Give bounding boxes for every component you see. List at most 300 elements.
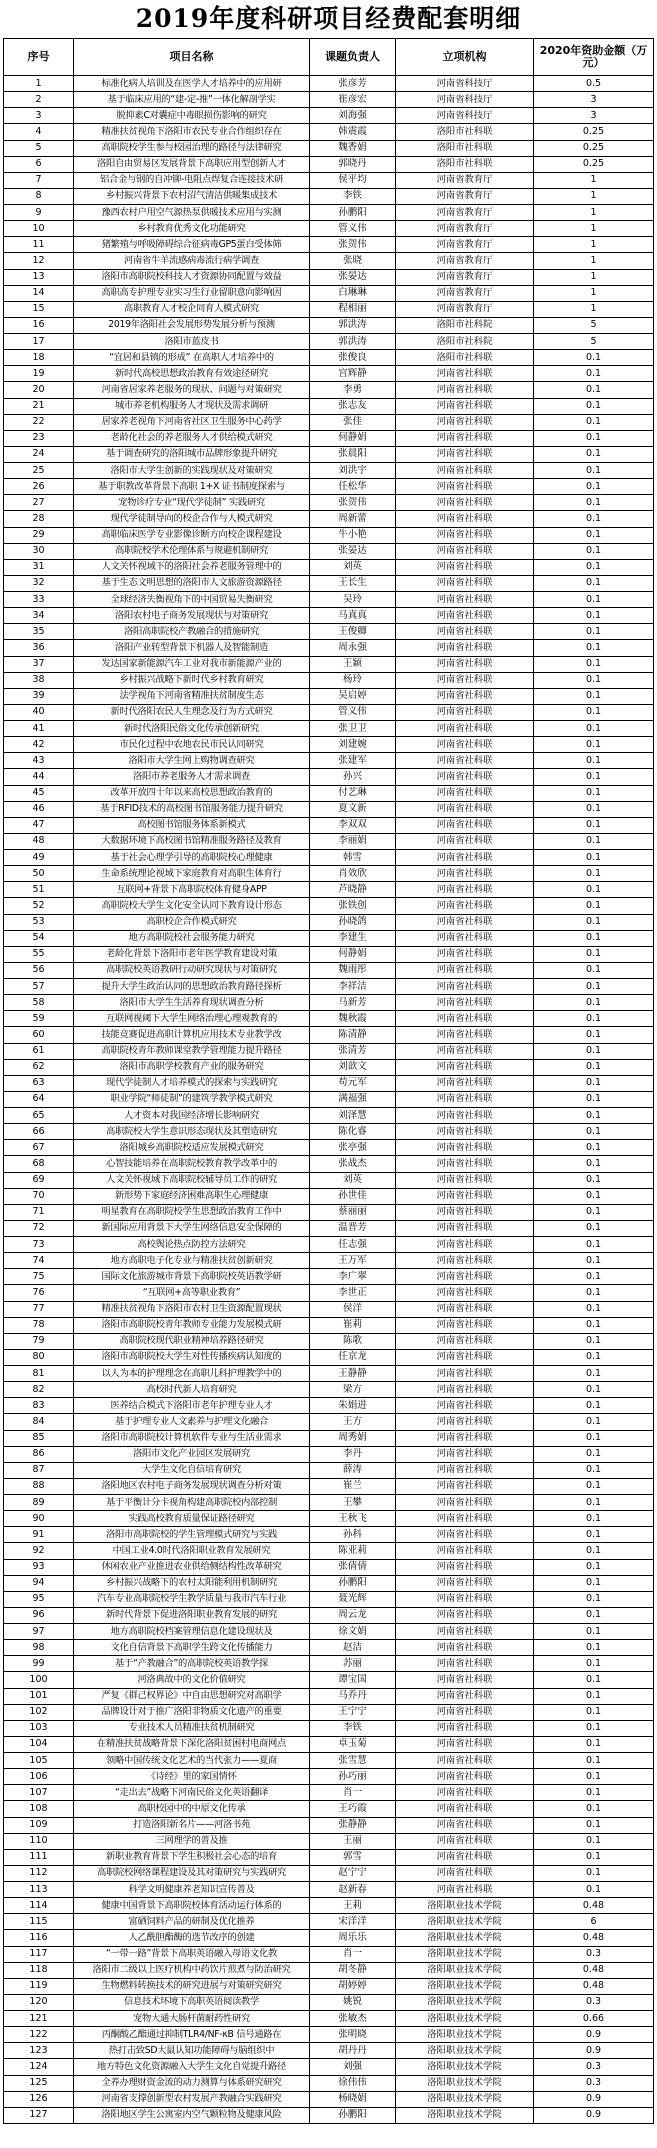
cell-serial: 25 — [4, 463, 74, 479]
table-row — [4, 1785, 654, 1801]
cell-leader: 李铁 — [310, 188, 396, 204]
cell-serial: 102 — [4, 1704, 74, 1720]
table-row — [4, 1736, 654, 1752]
cell-leader: 侯洋 — [310, 1301, 396, 1317]
cell-institution: 河南省社科联 — [396, 1478, 534, 1494]
cell-institution: 河南省社科联 — [396, 688, 534, 704]
table-row — [4, 1575, 654, 1591]
cell-project-name: 基于调查研究的洛阳城市品牌形象提升研究 — [74, 446, 310, 462]
table-row — [4, 1801, 654, 1817]
cell-project-name: 人才资本对我国经济增长影响研究 — [74, 1108, 310, 1124]
cell-leader: 马新芳 — [310, 995, 396, 1011]
table-row — [4, 769, 654, 785]
cell-project-name: 高校时代新人培育研究 — [74, 1382, 310, 1398]
cell-leader: 姚锐 — [310, 1994, 396, 2010]
cell-leader: 李建生 — [310, 930, 396, 946]
table-row — [4, 398, 654, 414]
cell-institution: 河南省社科联 — [396, 672, 534, 688]
cell-serial: 87 — [4, 1462, 74, 1478]
cell-amount: 0.1 — [534, 769, 654, 785]
cell-serial: 19 — [4, 366, 74, 382]
cell-project-name: 大数据环境下高校图书馆精准服务路径及教育 — [74, 833, 310, 849]
cell-amount: 0.1 — [534, 366, 654, 382]
cell-project-name: 2019年洛阳社会发展形势发展分析与预测 — [74, 317, 310, 333]
header-leader: 课题负责人 — [310, 39, 396, 76]
cell-leader: 马真真 — [310, 608, 396, 624]
table-row — [4, 1672, 654, 1688]
cell-project-name: 新职业教育背景下学生积极社会心态的培育 — [74, 1849, 310, 1865]
cell-project-name: 高职院校网络课程建设及其对策研究与实践研究 — [74, 1865, 310, 1881]
cell-leader: 付艺琳 — [310, 785, 396, 801]
table-row — [4, 1769, 654, 1785]
cell-serial: 112 — [4, 1865, 74, 1881]
cell-leader: 李丹 — [310, 1446, 396, 1462]
cell-amount: 0.1 — [534, 511, 654, 527]
table-row — [4, 704, 654, 720]
cell-serial: 74 — [4, 1253, 74, 1269]
cell-leader: 王丽 — [310, 1833, 396, 1849]
cell-leader: 王攀 — [310, 1495, 396, 1511]
cell-leader: 蔡丽丽 — [310, 1204, 396, 1220]
cell-project-name: 在精准扶贫战略背景下深化洛阳贫困村电商网点 — [74, 1736, 310, 1752]
cell-amount: 0.48 — [534, 1962, 654, 1978]
cell-serial: 8 — [4, 188, 74, 204]
table-row — [4, 1108, 654, 1124]
cell-project-name: 地方高职电子化专业与精准扶贫创新研究 — [74, 1253, 310, 1269]
cell-serial: 95 — [4, 1591, 74, 1607]
cell-leader: 白琳琳 — [310, 285, 396, 301]
cell-serial: 94 — [4, 1575, 74, 1591]
table-row — [4, 1833, 654, 1849]
cell-leader: 苟元军 — [310, 1075, 396, 1091]
cell-serial: 36 — [4, 640, 74, 656]
table-row — [4, 2091, 654, 2107]
cell-serial: 106 — [4, 1769, 74, 1785]
table-row — [4, 1624, 654, 1640]
cell-serial: 24 — [4, 446, 74, 462]
cell-project-name: 基于临床应用的“建-定-推”一体化解剖学实 — [74, 92, 310, 108]
cell-project-name: 洛阳市高职院校大学生对性传播疾病认知度的 — [74, 1349, 310, 1365]
cell-project-name: 发达国家新能源汽车工业对我市新能源产业的 — [74, 656, 310, 672]
table-row — [4, 1075, 654, 1091]
cell-serial: 86 — [4, 1446, 74, 1462]
cell-leader: 肖一 — [310, 1785, 396, 1801]
cell-amount: 0.1 — [534, 1527, 654, 1543]
cell-leader: 杨晓娟 — [310, 2091, 396, 2107]
cell-serial: 89 — [4, 1495, 74, 1511]
cell-leader: 任志强 — [310, 1237, 396, 1253]
table-row — [4, 1753, 654, 1769]
table-row — [4, 2059, 654, 2075]
cell-institution: 河南省社科联 — [396, 495, 534, 511]
table-row — [4, 511, 654, 527]
cell-leader: 孙科 — [310, 1527, 396, 1543]
cell-amount: 0.1 — [534, 1188, 654, 1204]
cell-leader: 周云龙 — [310, 1607, 396, 1623]
cell-leader: 孙晓鸽 — [310, 914, 396, 930]
cell-leader: 陈亚莉 — [310, 1543, 396, 1559]
cell-leader: 何静娟 — [310, 946, 396, 962]
cell-leader: 张晨阳 — [310, 446, 396, 462]
cell-project-name: 文化自信背景下高职学生跨文化传播能力 — [74, 1640, 310, 1656]
cell-institution: 河南省社科联 — [396, 1736, 534, 1752]
cell-leader: 朱娟进 — [310, 1398, 396, 1414]
cell-serial: 6 — [4, 156, 74, 172]
table-row — [4, 850, 654, 866]
cell-institution: 河南省社科联 — [396, 769, 534, 785]
cell-institution: 河南省社科联 — [396, 1108, 534, 1124]
cell-serial: 119 — [4, 1978, 74, 1994]
cell-serial: 4 — [4, 124, 74, 140]
cell-amount: 0.1 — [534, 866, 654, 882]
table-body — [4, 76, 654, 2124]
table-row — [4, 1882, 654, 1898]
cell-institution: 洛阳职业技术学院 — [396, 2091, 534, 2107]
cell-institution: 河南省社科联 — [396, 737, 534, 753]
cell-institution: 河南省社科联 — [396, 1382, 534, 1398]
cell-amount: 0.1 — [534, 527, 654, 543]
cell-serial: 62 — [4, 1059, 74, 1075]
cell-amount: 0.1 — [534, 1720, 654, 1736]
cell-project-name: 高职院校学生参与校园治理的路径与法律研究 — [74, 140, 310, 156]
cell-amount: 0.1 — [534, 672, 654, 688]
table-row — [4, 1220, 654, 1236]
cell-amount: 0.3 — [534, 2075, 654, 2091]
cell-serial: 60 — [4, 1027, 74, 1043]
cell-project-name: 乡村教育优秀文化功能研究 — [74, 221, 310, 237]
cell-leader: 周新蕾 — [310, 511, 396, 527]
cell-amount: 0.48 — [534, 1978, 654, 1994]
table-row — [4, 1253, 654, 1269]
cell-leader: 宋洋洋 — [310, 1914, 396, 1930]
cell-amount: 0.1 — [534, 640, 654, 656]
table-row — [4, 2075, 654, 2091]
cell-leader: 王万军 — [310, 1253, 396, 1269]
cell-amount: 0.1 — [534, 1366, 654, 1382]
table-row — [4, 559, 654, 575]
cell-amount: 0.1 — [534, 430, 654, 446]
cell-leader: 张亭强 — [310, 1140, 396, 1156]
table-row — [4, 1704, 654, 1720]
cell-leader: 张晓 — [310, 253, 396, 269]
cell-serial: 114 — [4, 1898, 74, 1914]
table-row — [4, 350, 654, 366]
cell-serial: 13 — [4, 269, 74, 285]
cell-project-name: 洛阳市养老服务人才需求调查 — [74, 769, 310, 785]
table-row — [4, 205, 654, 221]
cell-leader: 管义伟 — [310, 221, 396, 237]
cell-institution: 河南省教育厅 — [396, 221, 534, 237]
cell-project-name: 洛阳农村电子商务发展现状与对策研究 — [74, 608, 310, 624]
cell-project-name: “走出去”战略下河南民俗文化英语翻译 — [74, 1785, 310, 1801]
cell-amount: 0.1 — [534, 914, 654, 930]
cell-amount: 0.1 — [534, 785, 654, 801]
cell-institution: 河南省社科联 — [396, 962, 534, 978]
cell-leader: 王秋飞 — [310, 1511, 396, 1527]
cell-amount: 0.1 — [534, 1027, 654, 1043]
cell-amount: 0.1 — [534, 1253, 654, 1269]
cell-amount: 1 — [534, 253, 654, 269]
cell-serial: 110 — [4, 1833, 74, 1849]
cell-project-name: 生命系统理论视域下家庭教育对高职生体育行 — [74, 866, 310, 882]
cell-project-name: 现代学徒制人才培养模式的探索与实践研究 — [74, 1075, 310, 1091]
cell-project-name: 高职临床医学专业影像诊断方向校企课程建设 — [74, 527, 310, 543]
cell-serial: 7 — [4, 172, 74, 188]
cell-leader: 谭宝国 — [310, 1672, 396, 1688]
cell-project-name: 新国际应用背景下大学生网络信息安全保障的 — [74, 1220, 310, 1236]
cell-project-name: 新时代高校思想政治教育有效途径研究 — [74, 366, 310, 382]
cell-leader: 孙世佳 — [310, 1188, 396, 1204]
cell-institution: 河南省教育厅 — [396, 205, 534, 221]
cell-amount: 0.1 — [534, 1785, 654, 1801]
cell-institution: 河南省社科联 — [396, 414, 534, 430]
cell-institution: 河南省社科联 — [396, 1640, 534, 1656]
cell-amount: 0.1 — [534, 592, 654, 608]
cell-project-name: 洛阳市二级以上医疗机构中药饮片煎煮与防治研究 — [74, 1962, 310, 1978]
cell-institution: 河南省社科联 — [396, 1672, 534, 1688]
cell-institution: 河南省教育厅 — [396, 188, 534, 204]
cell-leader: 夏文新 — [310, 801, 396, 817]
cell-institution: 河南省社科联 — [396, 1849, 534, 1865]
cell-institution: 洛阳职业技术学院 — [396, 2027, 534, 2043]
cell-leader: 任松华 — [310, 479, 396, 495]
cell-institution: 河南省社科联 — [396, 979, 534, 995]
table-row — [4, 866, 654, 882]
cell-project-name: 宠物诊疗专业“现代学徒制” 实践研究 — [74, 495, 310, 511]
cell-project-name: 河洛典故中的文化价值研究 — [74, 1672, 310, 1688]
cell-institution: 河南省教育厅 — [396, 253, 534, 269]
cell-leader: 李广翠 — [310, 1269, 396, 1285]
table-row — [4, 817, 654, 833]
cell-institution: 河南省社科联 — [396, 1462, 534, 1478]
cell-institution: 河南省社科联 — [396, 882, 534, 898]
cell-project-name: 基于生态文明思想的洛阳市人文旅游资源路径 — [74, 575, 310, 591]
cell-project-name: 洛阳高职院校产教融合的措施研究 — [74, 624, 310, 640]
cell-project-name: 居家养老视角下河南省社区卫生服务中心药学 — [74, 414, 310, 430]
cell-project-name: 互联网视阈下大学生网络治理心理观教育的 — [74, 1011, 310, 1027]
cell-leader: 孙鹏阳 — [310, 1575, 396, 1591]
cell-project-name: 河南省牛羊流感病毒流行病学调查 — [74, 253, 310, 269]
table-row — [4, 608, 654, 624]
cell-institution: 河南省社科联 — [396, 1511, 534, 1527]
cell-serial: 46 — [4, 801, 74, 817]
cell-project-name: 严复《群己权界论》中自由思想研究对高职学 — [74, 1688, 310, 1704]
cell-serial: 72 — [4, 1220, 74, 1236]
cell-serial: 91 — [4, 1527, 74, 1543]
cell-serial: 38 — [4, 672, 74, 688]
cell-amount: 0.1 — [534, 1075, 654, 1091]
cell-leader: 刘洪宇 — [310, 463, 396, 479]
cell-project-name: 洛阳市高职院校的学生管理模式研究与实践 — [74, 1527, 310, 1543]
cell-project-name: 洛阳地区农村电子商务发展现状调查分析对策 — [74, 1478, 310, 1494]
cell-leader: 刘英 — [310, 559, 396, 575]
cell-institution: 河南省社科联 — [396, 801, 534, 817]
cell-leader: 王巧霞 — [310, 1801, 396, 1817]
cell-amount: 0.1 — [534, 1865, 654, 1881]
cell-amount: 0.1 — [534, 1011, 654, 1027]
cell-project-name: 洛阳市高职院校青年教师专业能力发展模式研 — [74, 1317, 310, 1333]
cell-institution: 河南省社科联 — [396, 1704, 534, 1720]
cell-serial: 9 — [4, 205, 74, 221]
cell-serial: 88 — [4, 1478, 74, 1494]
cell-leader: 魏香娟 — [310, 140, 396, 156]
table-row — [4, 1817, 654, 1833]
cell-project-name: 新时代洛阳农民人生理念及行为方式研究 — [74, 704, 310, 720]
cell-project-name: 人文关怀视域下高职院校辅导员工作的研究 — [74, 1172, 310, 1188]
cell-leader: 刘英 — [310, 1172, 396, 1188]
cell-institution: 河南省教育厅 — [396, 301, 534, 317]
cell-institution: 河南省社科联 — [396, 946, 534, 962]
cell-serial: 29 — [4, 527, 74, 543]
cell-amount: 0.1 — [534, 1543, 654, 1559]
cell-leader: 张铁创 — [310, 898, 396, 914]
cell-serial: 92 — [4, 1543, 74, 1559]
cell-project-name: 休闲农业产业推进农业供给侧结构性改革研究 — [74, 1559, 310, 1575]
cell-serial: 48 — [4, 833, 74, 849]
cell-institution: 河南省教育厅 — [396, 269, 534, 285]
cell-amount: 0.1 — [534, 656, 654, 672]
cell-serial: 31 — [4, 559, 74, 575]
cell-serial: 1 — [4, 76, 74, 92]
cell-serial: 97 — [4, 1624, 74, 1640]
cell-project-name: 大学生文化自信培育研究 — [74, 1462, 310, 1478]
cell-leader: 陈化睿 — [310, 1124, 396, 1140]
cell-project-name: 高校图书馆服务体系新模式 — [74, 817, 310, 833]
cell-serial: 28 — [4, 511, 74, 527]
cell-leader: 陈歌 — [310, 1333, 396, 1349]
table-row — [4, 156, 654, 172]
cell-serial: 27 — [4, 495, 74, 511]
cell-project-name: 猪繁殖与呼吸障碍综合征病毒GP5蛋白受体筛 — [74, 237, 310, 253]
header-institution: 立项机构 — [396, 39, 534, 76]
cell-institution: 河南省社科联 — [396, 1075, 534, 1091]
table-row — [4, 1059, 654, 1075]
cell-amount: 1 — [534, 205, 654, 221]
cell-serial: 23 — [4, 430, 74, 446]
cell-project-name: 乡村振兴战略下的农村太阳能利用机制研究 — [74, 1575, 310, 1591]
cell-amount: 0.1 — [534, 1607, 654, 1623]
cell-institution: 河南省社科联 — [396, 1882, 534, 1898]
cell-serial: 32 — [4, 575, 74, 591]
table-row — [4, 479, 654, 495]
table-row — [4, 1188, 654, 1204]
table-row — [4, 1978, 654, 1994]
table-row — [4, 1333, 654, 1349]
cell-serial: 30 — [4, 543, 74, 559]
cell-project-name: 基于护理专业人文素养与护理文化融合 — [74, 1414, 310, 1430]
table-row — [4, 1478, 654, 1494]
cell-leader: 张卫卫 — [310, 721, 396, 737]
cell-project-name: 全养办理财资金流的动力测算与体系研究研究 — [74, 2075, 310, 2091]
table-row — [4, 301, 654, 317]
cell-amount: 0.1 — [534, 962, 654, 978]
cell-amount: 0.1 — [534, 1430, 654, 1446]
cell-leader: 张战杰 — [310, 1156, 396, 1172]
cell-serial: 16 — [4, 317, 74, 333]
cell-project-name: 品牌设计对于推广洛阳非物质文化遗产的重要 — [74, 1704, 310, 1720]
table-row — [4, 656, 654, 672]
cell-institution: 洛阳市社科院 — [396, 334, 534, 350]
cell-serial: 79 — [4, 1333, 74, 1349]
cell-leader: 薛涛 — [310, 1462, 396, 1478]
cell-amount: 0.1 — [534, 1382, 654, 1398]
cell-amount: 0.1 — [534, 446, 654, 462]
cell-amount: 0.1 — [534, 1317, 654, 1333]
cell-institution: 河南省社科联 — [396, 1446, 534, 1462]
cell-institution: 河南省社科联 — [396, 1059, 534, 1075]
cell-institution: 河南省社科联 — [396, 575, 534, 591]
cell-serial: 5 — [4, 140, 74, 156]
cell-project-name: “宜居和县镇的形成” 在高职人才培养中的 — [74, 350, 310, 366]
table-row — [4, 624, 654, 640]
cell-amount: 0.1 — [534, 1672, 654, 1688]
table-row — [4, 1140, 654, 1156]
cell-project-name: 高职院校大学生意识形态现状及其塑造研究 — [74, 1124, 310, 1140]
cell-serial: 124 — [4, 2059, 74, 2075]
cell-project-name: 精准扶贫视角下洛阳市农民专业合作组织存在 — [74, 124, 310, 140]
cell-amount: 1 — [534, 237, 654, 253]
cell-leader: 满福强 — [310, 1091, 396, 1107]
cell-project-name: 高职院校青年教师课堂教学管理能力提升路径 — [74, 1043, 310, 1059]
cell-project-name: 河南省居家养老服务的现状、问题与对策研究 — [74, 382, 310, 398]
cell-serial: 12 — [4, 253, 74, 269]
cell-leader: 韩震霞 — [310, 124, 396, 140]
cell-project-name: 基于RFID技术的高校图书馆服务能力提升研究 — [74, 801, 310, 817]
cell-institution: 河南省社科联 — [396, 1865, 534, 1881]
cell-serial: 67 — [4, 1140, 74, 1156]
cell-leader: 王静静 — [310, 1366, 396, 1382]
cell-institution: 河南省社科联 — [396, 1769, 534, 1785]
cell-amount: 0.25 — [534, 140, 654, 156]
cell-amount: 0.1 — [534, 1398, 654, 1414]
cell-leader: 赵新春 — [310, 1882, 396, 1898]
cell-project-name: 地方特色文化资源融入大学生文化自觉提升路径 — [74, 2059, 310, 2075]
cell-serial: 40 — [4, 704, 74, 720]
cell-project-name: 洛阳城乡高职院校适应发展模式研究 — [74, 1140, 310, 1156]
cell-leader: 陈清静 — [310, 1027, 396, 1043]
funding-table — [3, 38, 654, 2124]
cell-leader: 张贺伟 — [310, 237, 396, 253]
cell-institution: 河南省社科联 — [396, 785, 534, 801]
table-row — [4, 2043, 654, 2059]
cell-serial: 69 — [4, 1172, 74, 1188]
cell-amount: 0.1 — [534, 1656, 654, 1672]
cell-leader: 周乐乐 — [310, 1930, 396, 1946]
cell-amount: 0.9 — [534, 2091, 654, 2107]
cell-institution: 河南省社科联 — [396, 850, 534, 866]
cell-amount: 0.1 — [534, 946, 654, 962]
cell-leader: 张明晓 — [310, 2027, 396, 2043]
cell-leader: 周秀娟 — [310, 1430, 396, 1446]
cell-institution: 河南省社科联 — [396, 1091, 534, 1107]
cell-project-name: 实践高校教育质量保证路径研究 — [74, 1511, 310, 1527]
cell-serial: 81 — [4, 1366, 74, 1382]
cell-project-name: 富硒饲料产品的研制及优化推养 — [74, 1914, 310, 1930]
cell-project-name: 人文关怀视域下的洛阳社会养老服务管理中的 — [74, 559, 310, 575]
table-row — [4, 1527, 654, 1543]
cell-amount: 0.1 — [534, 1511, 654, 1527]
table-row — [4, 1317, 654, 1333]
cell-institution: 洛阳市社科联 — [396, 140, 534, 156]
cell-project-name: 洛阳市文化产业园区发展研究 — [74, 1446, 310, 1462]
cell-amount: 1 — [534, 269, 654, 285]
cell-project-name: 以人为本的护理理念在高职儿科护理教学中的 — [74, 1366, 310, 1382]
table-row — [4, 543, 654, 559]
cell-amount: 0.1 — [534, 1753, 654, 1769]
table-row — [4, 1462, 654, 1478]
cell-amount: 0.1 — [534, 688, 654, 704]
cell-project-name: 高职院校学术伦理体系与规避机制研究 — [74, 543, 310, 559]
